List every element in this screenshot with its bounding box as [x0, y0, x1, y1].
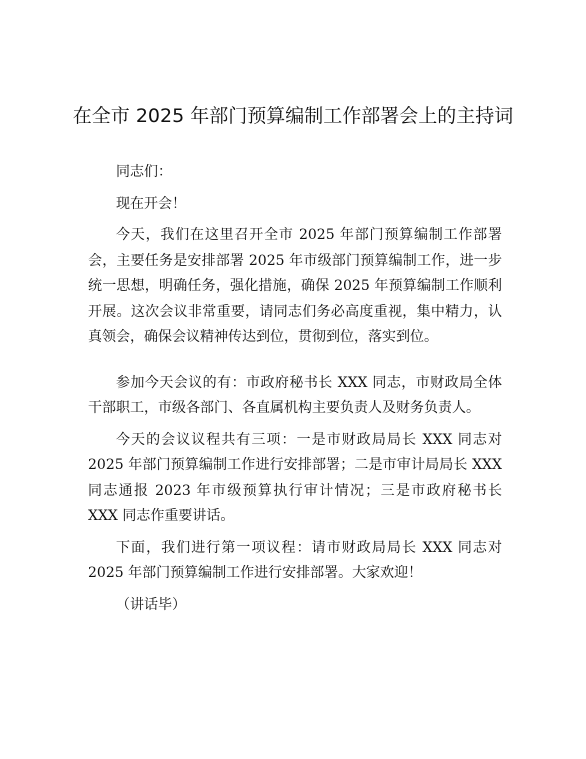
paragraph-purpose: 今天，我们在这里召开全市 2025 年部门预算编制工作部署会，主要任务是安排部署 2025 年市级部门预算编制工作，进一步统一思想，明确任务，强化措施，确保 2025 年预算编制工作顺利开展。这次会议非常重要，请同志们务必高度重视，集中精力，认真领会，确保会议精神传达到位，贯彻到位，落实到位。	[88, 227, 502, 345]
paragraph-attendees: 参加今天会议的有：市政府秘书长 XXX 同志，市财政局全体干部职工，市级各部门、各直属机构主要负责人及财务负责人。	[88, 374, 502, 416]
document-title: 在全市 2025 年部门预算编制工作部署会上的主持词	[72, 105, 514, 127]
document-body	[88, 160, 502, 624]
paragraph-first-item: 下面，我们进行第一项议程：请市财政局局长 XXX 同志对 2025 年部门预算编制工作进行安排部署。大家欢迎！	[88, 539, 502, 581]
paragraph-opening: 现在开会！	[116, 195, 186, 212]
paragraph-speech-end: （讲话毕）	[116, 596, 186, 613]
paragraph-greeting: 同志们：	[116, 164, 172, 180]
paragraph-agenda: 今天的会议议程共有三项：一是市财政局局长 XXX 同志对 2025 年部门预算编制工作进行安排部署；二是市审计局局长 XXX 同志通报 2023 年市级预算执行审计情况；三是市政府秘书长 XXX 同志作重要讲话。	[88, 431, 502, 524]
